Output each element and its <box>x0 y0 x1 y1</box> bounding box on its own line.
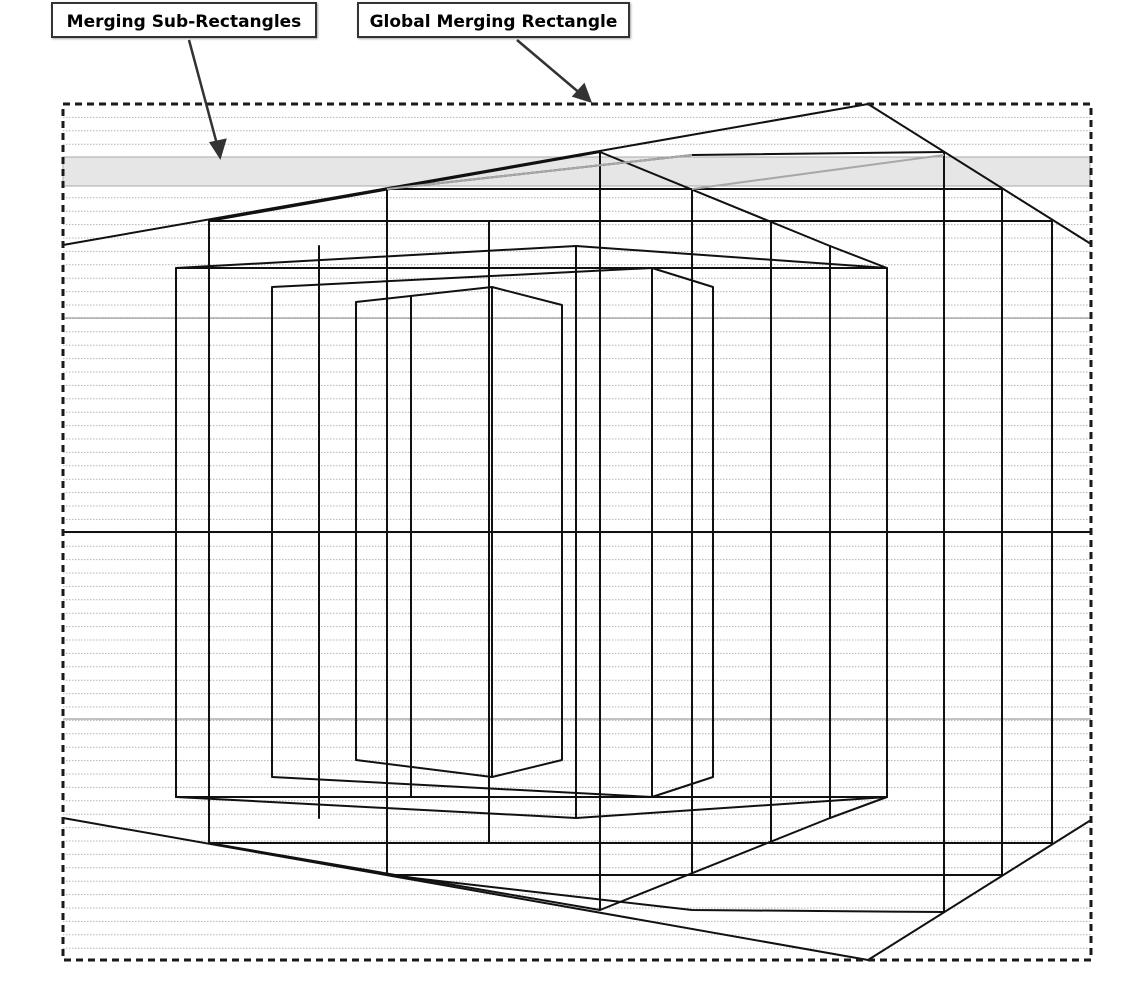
callout-merging-sub-rectangles: Merging Sub-Rectangles <box>51 2 317 38</box>
arrowhead-icon <box>211 140 225 157</box>
floor-edge <box>63 818 1091 960</box>
callout-arrows <box>189 40 590 157</box>
floor-diagonal <box>387 875 944 912</box>
merging-sub-rectangle <box>63 157 1090 186</box>
arrowhead-icon <box>574 85 590 101</box>
arrow-global-rectangle <box>517 40 582 95</box>
arrow-sub-rectangles <box>189 40 218 148</box>
floor-diagonal <box>176 797 887 818</box>
callout-global-merging-rectangle: Global Merging Rectangle <box>357 2 630 38</box>
